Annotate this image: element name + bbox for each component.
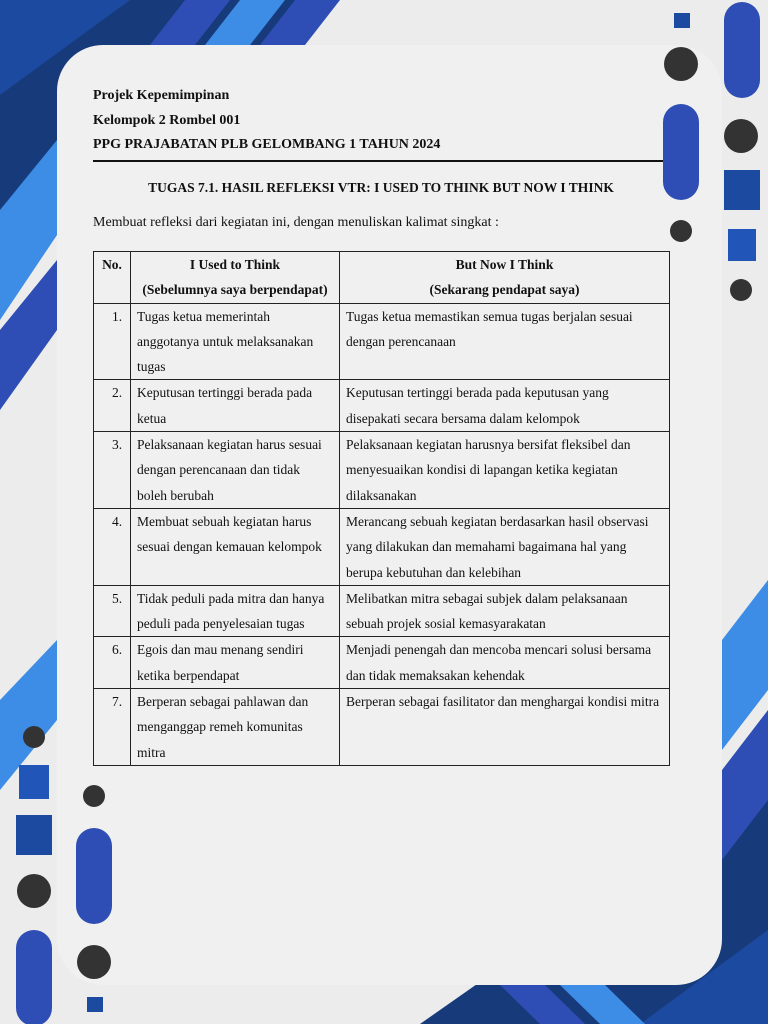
pill-decoration bbox=[76, 828, 112, 924]
row-used-to-think: Pelaksanaan kegiatan harus sesuai dengan perencanaan dan tidak boleh berubah bbox=[131, 432, 340, 509]
pill-decoration bbox=[16, 930, 52, 1024]
row-number: 7. bbox=[94, 689, 131, 766]
table-row bbox=[94, 432, 670, 509]
dot-decoration bbox=[724, 119, 758, 153]
row-number: 5. bbox=[94, 585, 131, 637]
dot-decoration bbox=[730, 279, 752, 301]
square-decoration bbox=[674, 13, 690, 28]
pill-decoration bbox=[663, 104, 699, 200]
dot-decoration bbox=[83, 785, 105, 807]
row-used-to-think: Membuat sebuah kegiatan harus sesuai dengan kemauan kelompok bbox=[131, 508, 340, 585]
row-now-i-think: Menjadi penengah dan mencoba mencari solusi bersama dan tidak memaksakan kehendak bbox=[340, 637, 670, 689]
row-used-to-think: Tidak peduli pada mitra dan hanya peduli pada penyelesaian tugas bbox=[131, 585, 340, 637]
row-number: 3. bbox=[94, 432, 131, 509]
left-decoration bbox=[0, 720, 120, 1024]
header-program: PPG PRAJABATAN PLB GELOMBANG 1 TAHUN 2024 bbox=[93, 137, 441, 152]
row-used-to-think: Tugas ketua memerintah anggotanya untuk melaksanakan tugas bbox=[131, 303, 340, 380]
row-number: 4. bbox=[94, 508, 131, 585]
header-now-subtitle: (Sekarang pendapat saya) bbox=[429, 282, 580, 298]
row-number: 6. bbox=[94, 637, 131, 689]
header-group: Kelompok 2 Rombel 001 bbox=[93, 112, 241, 128]
header-now-title: But Now I Think bbox=[455, 257, 554, 272]
table-row bbox=[94, 303, 670, 380]
dot-decoration bbox=[670, 220, 692, 242]
square-decoration bbox=[87, 997, 103, 1012]
header-no: No. bbox=[94, 252, 131, 304]
square-decoration bbox=[724, 170, 760, 210]
page-title: TUGAS 7.1. HASIL REFLEKSI VTR: I USED TO THINK BUT NOW I THINK bbox=[148, 180, 614, 195]
square-decoration bbox=[16, 815, 52, 855]
row-number: 1. bbox=[94, 303, 131, 380]
row-now-i-think: Melibatkan mitra sebagai subjek dalam pelaksanaan sebuah projek sosial kemasyarakatan bbox=[340, 585, 670, 637]
table-row bbox=[94, 585, 670, 637]
dot-decoration bbox=[17, 874, 51, 908]
intro-text: Membuat refleksi dari kegiatan ini, dengan menuliskan kalimat singkat : bbox=[93, 215, 499, 230]
header-divider bbox=[93, 160, 669, 162]
row-used-to-think: Keputusan tertinggi berada pada ketua bbox=[131, 380, 340, 432]
row-now-i-think: Berperan sebagai fasilitator dan menghargai kondisi mitra bbox=[340, 689, 670, 766]
header-now-i-think bbox=[340, 252, 670, 304]
row-used-to-think: Berperan sebagai pahlawan dan menganggap remeh komunitas mitra bbox=[131, 689, 340, 766]
dot-decoration bbox=[77, 945, 111, 979]
pill-decoration bbox=[724, 2, 760, 98]
row-used-to-think: Egois dan mau menang sendiri ketika berpendapat bbox=[131, 637, 340, 689]
dot-decoration bbox=[23, 726, 45, 748]
table-row bbox=[94, 689, 670, 766]
table-row bbox=[94, 637, 670, 689]
table-row bbox=[94, 508, 670, 585]
table-row bbox=[94, 380, 670, 432]
square-decoration bbox=[728, 229, 756, 261]
row-now-i-think: Merancang sebuah kegiatan berdasarkan hasil observasi yang dilakukan dan memahami bagaimana hal yang berupa kebutuhan dan kelebihan bbox=[340, 508, 670, 585]
document-header bbox=[93, 86, 440, 160]
header-used-to-think bbox=[131, 252, 340, 304]
header-used-title: I Used to Think bbox=[189, 257, 281, 272]
row-now-i-think: Pelaksanaan kegiatan harusnya bersifat fleksibel dan menyesuaikan kondisi di lapangan ketika kegiatan dilaksanakan bbox=[340, 432, 670, 509]
row-number: 2. bbox=[94, 380, 131, 432]
header-used-subtitle: (Sebelumnya saya berpendapat) bbox=[142, 282, 328, 298]
dot-decoration bbox=[664, 47, 698, 81]
header-project: Projek Kepemimpinan bbox=[93, 88, 230, 103]
square-decoration bbox=[19, 765, 49, 799]
reflection-table bbox=[93, 251, 670, 766]
row-now-i-think: Tugas ketua memastikan semua tugas berjalan sesuai dengan perencanaan bbox=[340, 303, 670, 380]
right-decoration bbox=[660, 0, 768, 320]
row-now-i-think: Keputusan tertinggi berada pada keputusan yang disepakati secara bersama dalam kelompok bbox=[340, 380, 670, 432]
table-header-row bbox=[94, 252, 670, 304]
